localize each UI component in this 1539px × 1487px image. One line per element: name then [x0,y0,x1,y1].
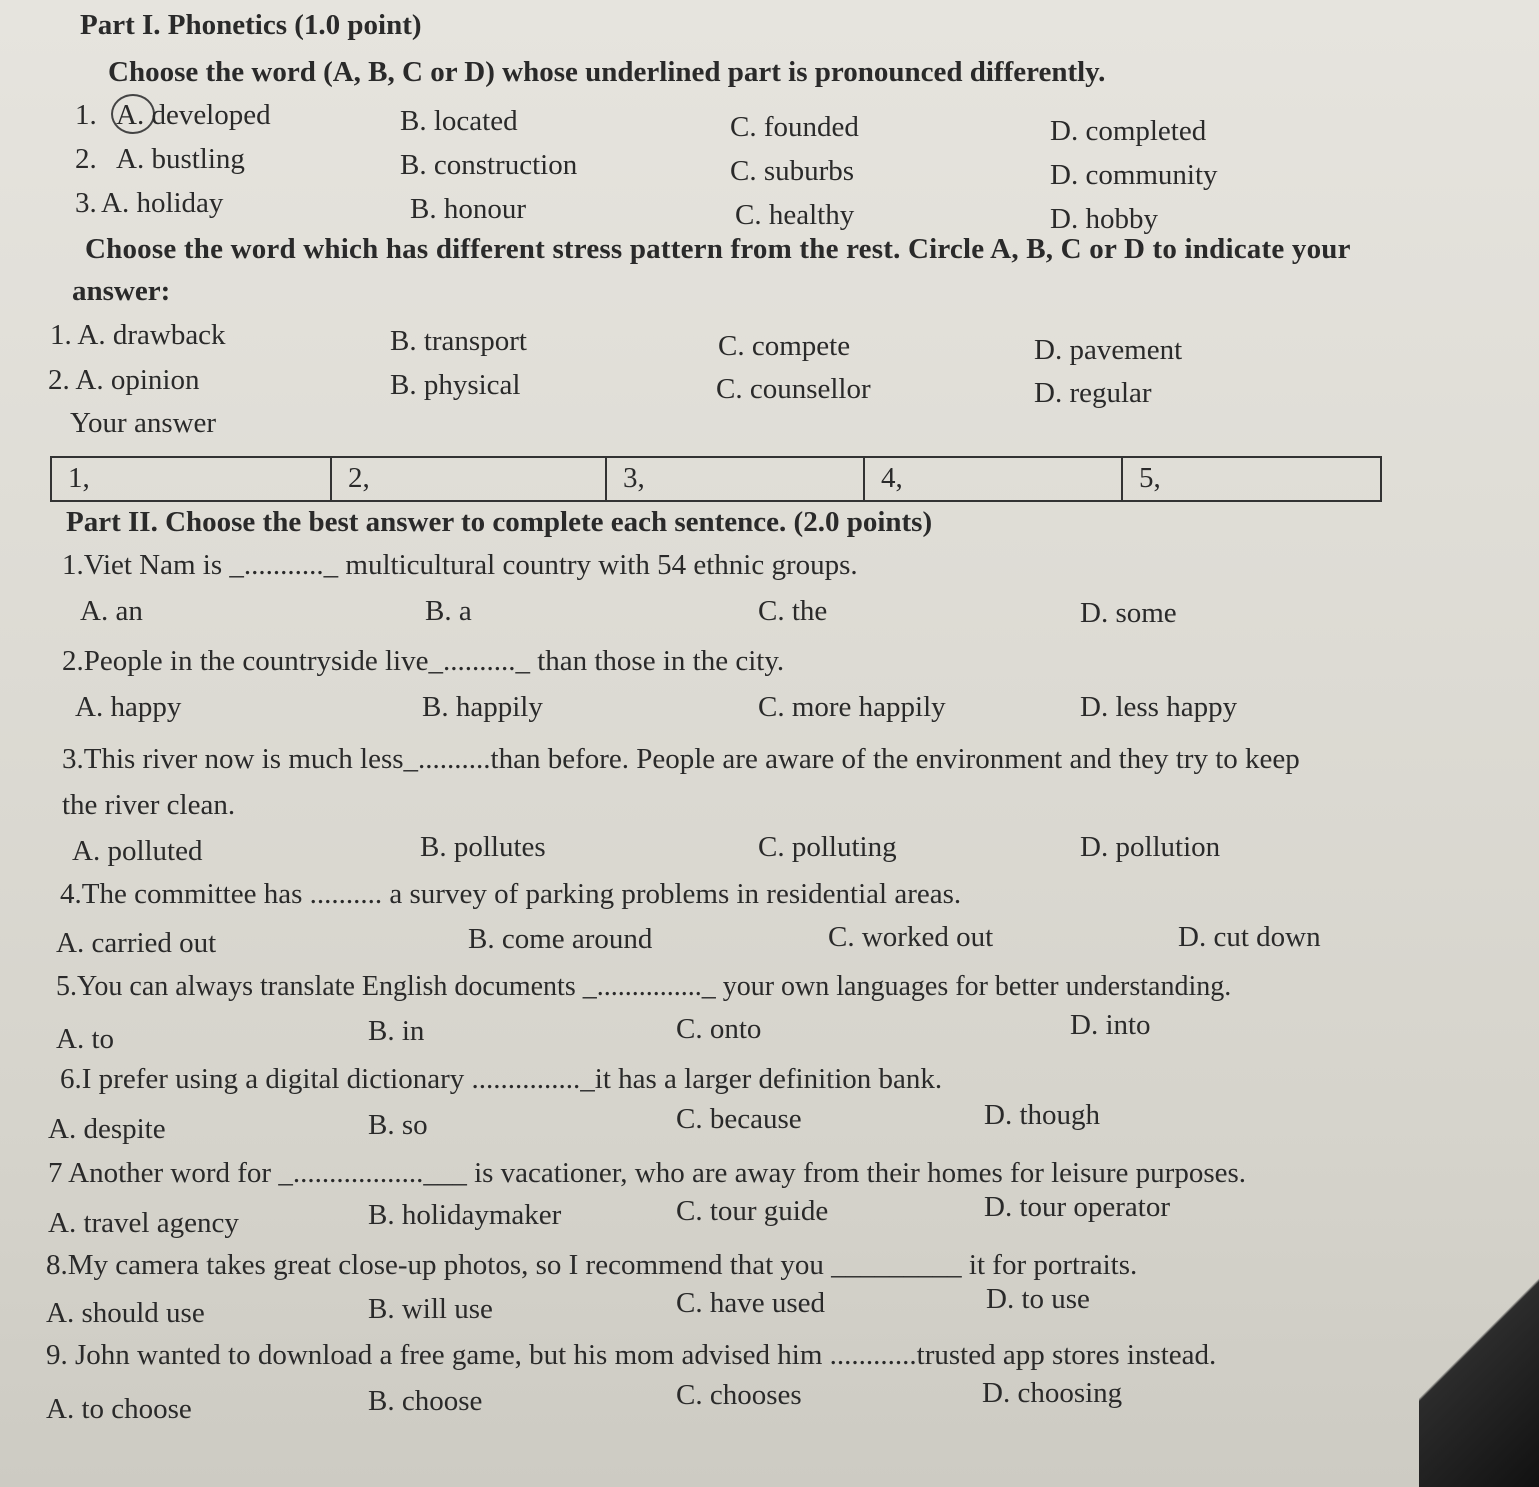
answer-cell-5[interactable]: 5, [1139,462,1161,494]
q4-option-d: D. cut down [1178,921,1321,953]
q7-option-b: B. holidaymaker [368,1199,562,1231]
q8-option-d: D. to use [986,1283,1090,1315]
q7-option-d: D. tour operator [984,1191,1171,1223]
pron-q1-option-b: B. located [400,105,518,137]
q2-option-a: A. happy [75,691,182,723]
q4-stem: 4.The committee has .......... a survey of parking problems in residential areas. [60,878,962,910]
q5-stem: 5.You can always translate English documents _..............._ your own languages for better understanding. [56,971,1232,1002]
q1-stem: 1.Viet Nam is _..........._ multicultural country with 54 ethnic groups. [62,549,858,581]
q5-option-a: A. to [56,1023,114,1055]
q3-stem: 3.This river now is much less_..........than before. People are aware of the environment and they try to keep [62,743,1300,775]
q2-option-b: B. happily [422,691,543,723]
stress-q1-option-c: C. compete [718,330,851,362]
stress-q1-option-d: D. pavement [1034,334,1183,366]
answer-cell-2[interactable]: 2, [332,458,607,500]
q7-option-a: A. travel agency [48,1207,239,1239]
q6-stem: 6.I prefer using a digital dictionary ..............._it has a larger definition bank. [60,1063,943,1095]
q2-stem: 2.People in the countryside live_.........._ than those in the city. [62,645,785,677]
q6-option-d: D. though [984,1099,1100,1131]
pron-q2-option-b: B. construction [400,149,578,181]
q8-option-c: C. have used [676,1287,825,1319]
part1-instruction-stress: Choose the word which has different stress pattern from the rest. Circle A, B, C or D to indicate your [85,233,1351,265]
q1-option-a: A. an [80,595,143,627]
pron-q3-option-a: A. holiday [101,187,224,219]
q4-option-c: C. worked out [828,921,994,953]
q5-option-c: C. onto [676,1013,762,1045]
q8-option-a: A. should use [46,1297,205,1329]
answer-cell-1[interactable]: 1, [52,458,332,500]
your-answer-label: Your answer [70,407,217,439]
pron-q2-option-d: D. community [1050,159,1218,191]
pron-q3-option-b: B. honour [410,193,526,225]
q9-option-b: B. choose [368,1385,483,1417]
part1-instruction-pronunciation: Choose the word (A, B, C or D) whose underlined part is pronounced differently. [108,56,1106,88]
q9-option-c: C. chooses [676,1379,802,1411]
q1-option-d: D. some [1080,597,1177,629]
q1-option-b: B. a [425,595,472,627]
q7-stem: 7 Another word for _..................___ is vacationer, who are away from their homes for leisure purposes. [48,1157,1247,1189]
pron-q3-option-d: D. hobby [1050,203,1158,235]
q3-option-c: C. polluting [758,831,897,863]
q9-option-d: D. choosing [982,1377,1123,1409]
answer-cell-3[interactable]: 3, [607,458,865,500]
q3-option-a: A. polluted [72,835,203,867]
pron-q2-number: 2. [75,143,97,175]
answer-cell-4[interactable]: 4, [865,458,1123,500]
stress-q2-option-a: 2. A. opinion [48,364,200,396]
q9-stem: 9. John wanted to download a free game, but his mom advised him ............trusted app stores instead. [46,1339,1217,1371]
part1-instruction-stress-cont: answer: [72,275,171,307]
q3-stem-cont: the river clean. [62,789,236,821]
photo-shadow-corner [1419,1227,1539,1487]
q3-option-b: B. pollutes [420,831,546,863]
stress-q2-option-c: C. counsellor [716,373,871,405]
pron-q3-number: 3. [75,187,97,219]
part1-title: Part I. Phonetics (1.0 point) [80,9,422,41]
stress-q1-option-b: B. transport [390,325,527,357]
q6-option-b: B. so [368,1109,428,1141]
q4-option-b: B. come around [468,923,653,955]
q6-option-a: A. despite [48,1113,166,1145]
q5-option-b: B. in [368,1015,425,1047]
q3-option-d: D. pollution [1080,831,1221,863]
q6-option-c: C. because [676,1103,802,1135]
q1-option-c: C. the [758,595,828,627]
q8-option-b: B. will use [368,1293,493,1325]
q8-stem: 8.My camera takes great close-up photos, so I recommend that you _________ it for portraits. [46,1249,1138,1281]
q5-option-d: D. into [1070,1009,1151,1041]
stress-q2-option-d: D. regular [1034,377,1152,409]
pron-q1-option-a: A. developed [116,99,271,131]
q9-option-a: A. to choose [46,1393,192,1425]
q2-option-d: D. less happy [1080,691,1238,723]
stress-q2-option-b: B. physical [390,369,521,401]
pron-q1-option-d: D. completed [1050,115,1207,147]
q7-option-c: C. tour guide [676,1195,829,1227]
pron-q2-option-a: A. bustling [116,143,245,175]
stress-q1-option-a: 1. A. drawback [50,319,226,351]
answer-table [50,456,1382,502]
pron-q2-option-c: C. suburbs [730,155,855,187]
q2-option-c: C. more happily [758,691,946,723]
q4-option-a: A. carried out [56,927,217,959]
pron-q1-number: 1. [75,99,97,131]
part2-title: Part II. Choose the best answer to complete each sentence. (2.0 points) [66,506,933,538]
pron-q3-option-c: C. healthy [735,199,855,231]
pron-q1-option-c: C. founded [730,111,859,143]
